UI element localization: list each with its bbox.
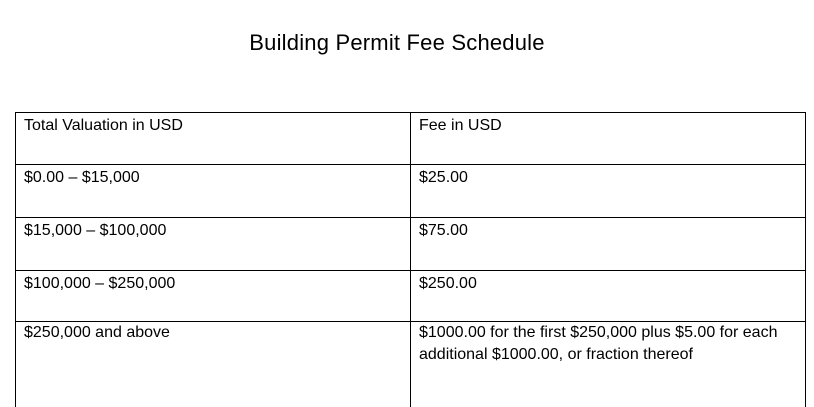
table-row bbox=[16, 271, 806, 322]
valuation-cell: $0.00 – $15,000 bbox=[16, 165, 411, 218]
table-header-row bbox=[16, 113, 806, 165]
header-fee: Fee in USD bbox=[411, 113, 806, 165]
page-title: Building Permit Fee Schedule bbox=[249, 30, 545, 55]
table-row bbox=[16, 218, 806, 271]
valuation-cell: $15,000 – $100,000 bbox=[16, 218, 411, 271]
fee-cell: $25.00 bbox=[411, 165, 806, 218]
table-row bbox=[16, 322, 806, 407]
fee-cell: $75.00 bbox=[411, 218, 806, 271]
fee-schedule-table bbox=[15, 112, 806, 407]
header-valuation: Total Valuation in USD bbox=[16, 113, 411, 165]
valuation-cell: $100,000 – $250,000 bbox=[16, 271, 411, 322]
fee-cell: $1000.00 for the first $250,000 plus $5.00 for each additional $1000.00, or fraction thereof bbox=[411, 322, 806, 407]
fee-cell: $250.00 bbox=[411, 271, 806, 322]
table-row bbox=[16, 165, 806, 218]
valuation-cell: $250,000 and above bbox=[16, 322, 411, 407]
